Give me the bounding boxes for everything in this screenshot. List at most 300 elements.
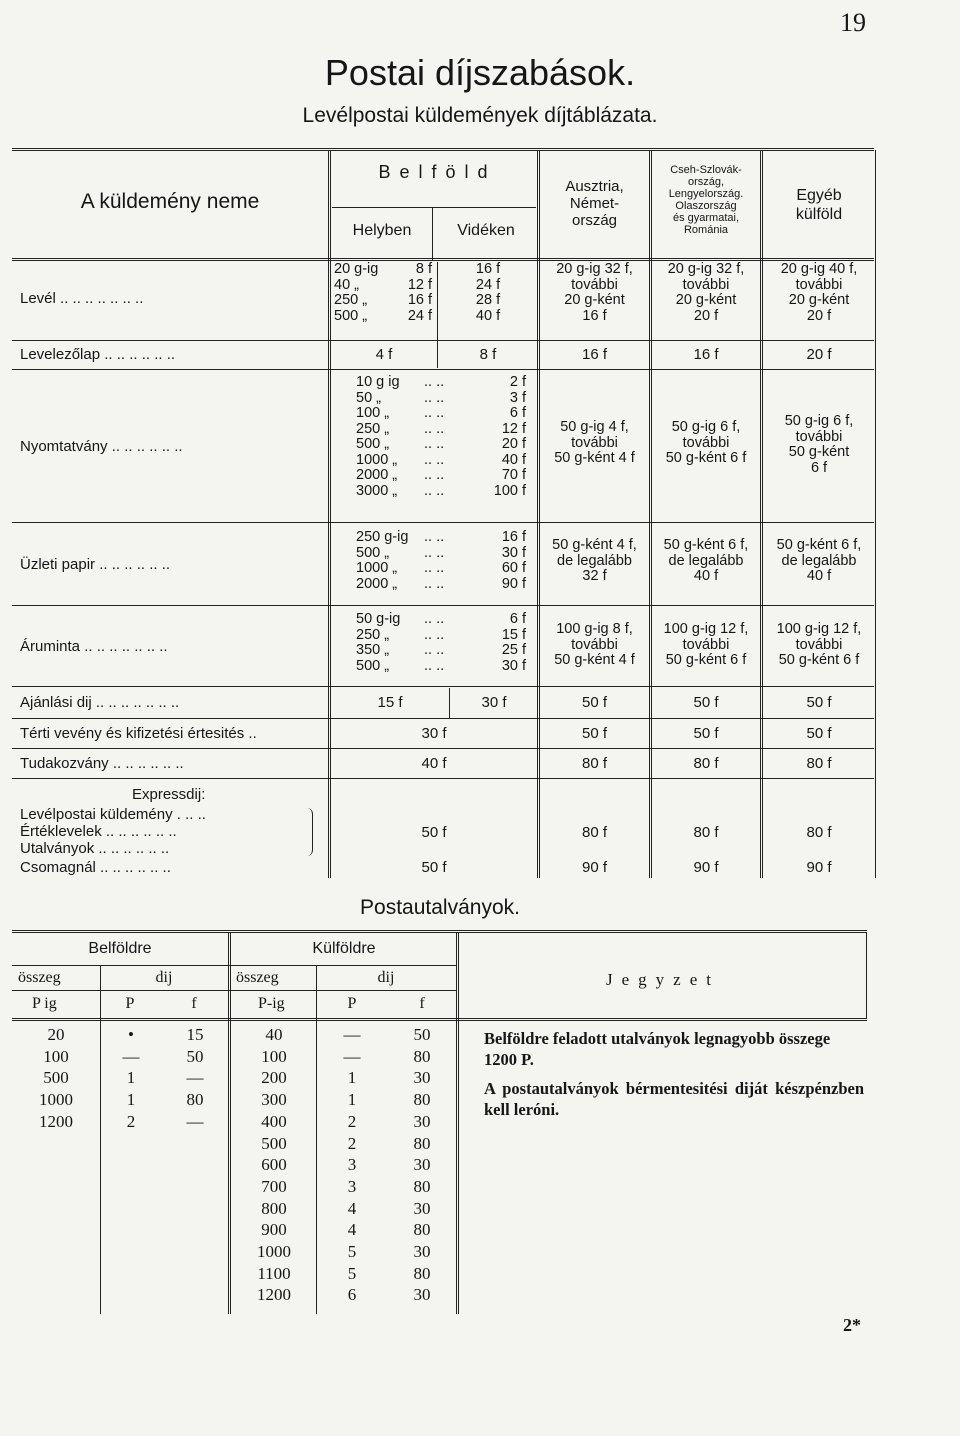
cell-line: 100 g-ig 12 f,	[776, 621, 862, 637]
ajanlasi-cseh: 50 f	[693, 694, 719, 711]
table1-header-border	[12, 258, 874, 261]
fee: 30 f	[501, 544, 526, 561]
row-label-tudakozvany: Tudakozvány .. .. .. .. .. ..	[20, 755, 184, 772]
row-divider	[12, 605, 874, 606]
levelezolap-videken: 8 f	[479, 346, 497, 363]
aruminta-cseh	[652, 622, 760, 669]
weight: 2000 „	[356, 575, 398, 592]
belfoldre-rows	[12, 1024, 228, 1133]
nyomtatvany-belfold	[356, 375, 536, 499]
cell-line: 50 g-ként 6 f	[778, 652, 860, 668]
page-number: 19	[840, 8, 866, 37]
csomag-egyeb: 90 f	[806, 859, 832, 876]
amount: 500	[43, 1068, 69, 1088]
cell-line: 20 f	[693, 307, 719, 324]
table-row	[232, 1024, 456, 1046]
cell-line: 50 g-ig 6 f,	[671, 419, 741, 435]
amount: 200	[261, 1068, 287, 1088]
header-line: ország,	[687, 176, 725, 188]
weight: 2000 „	[356, 467, 398, 483]
level-helyben-line	[334, 293, 432, 309]
cell-line: további	[682, 434, 730, 451]
fee-f: 50	[413, 1025, 431, 1044]
table-row	[232, 1089, 456, 1111]
table-row	[232, 1263, 456, 1285]
dots: .. ..	[424, 467, 445, 483]
amount: 1000	[39, 1090, 73, 1110]
amount: 1000	[257, 1242, 291, 1262]
header-kulfoldre: Külföldre	[312, 940, 376, 957]
cell-line: 50 g-ig 6 f,	[784, 413, 854, 429]
header-videken: Vidéken	[457, 222, 515, 239]
header-line: Német-	[569, 195, 620, 212]
tudakozvany-ausztria: 80 f	[581, 755, 608, 772]
header-osszeg-left: összeg	[18, 969, 61, 986]
col-divider	[437, 262, 438, 368]
table-row	[232, 1046, 456, 1068]
note-bermentesites: A postautalványok bérmentesitési diját készpénzben kell leróni.	[484, 1079, 864, 1119]
fee: 3 f	[509, 389, 526, 406]
col-divider	[537, 150, 540, 878]
tudakozvany-egyeb: 80 f	[806, 755, 832, 772]
row-divider	[12, 718, 874, 719]
table-row	[232, 1067, 456, 1089]
table1-top-border	[12, 148, 874, 151]
row-label-nyomtatvany: Nyomtatvány .. .. .. .. .. ..	[20, 438, 183, 455]
cell-line: további	[795, 636, 843, 653]
header-line: és gyarmatai,	[672, 212, 740, 224]
fee-p: 2	[347, 1133, 357, 1153]
fee: 40 f	[501, 451, 526, 468]
csomag-cseh: 90 f	[693, 859, 719, 876]
weight: 1000 „	[356, 560, 398, 576]
fee-f: 30	[413, 1155, 431, 1175]
rate-line	[356, 659, 536, 675]
rate-line	[356, 391, 536, 407]
csomag-belfold: 50 f	[421, 859, 447, 876]
fee-f: 30	[413, 1198, 431, 1218]
dots: .. ..	[424, 482, 445, 499]
amount: 1200	[257, 1285, 291, 1305]
fee: 40 f	[475, 307, 501, 324]
weight: 250 „	[334, 292, 368, 308]
col-divider	[866, 932, 867, 1018]
header-f-left: f	[191, 995, 197, 1012]
fee: 15 f	[501, 626, 526, 643]
header-egyeb	[763, 186, 875, 224]
fee-p: 1	[126, 1068, 136, 1088]
header-kind: A küldemény neme	[80, 190, 260, 213]
header-ausztria	[541, 178, 648, 229]
fee-f: 80	[413, 1220, 431, 1240]
amount: 100	[261, 1046, 287, 1066]
weight: 50 „	[356, 389, 381, 406]
rate-line	[356, 530, 536, 546]
fee-f: 80	[413, 1046, 431, 1066]
fee: 70 f	[501, 467, 526, 483]
cell-line: 6 f	[810, 459, 828, 476]
fee-p: 5	[347, 1263, 357, 1283]
cell-line: 16 f	[582, 307, 607, 324]
header-line: Egyéb	[796, 187, 842, 204]
expressz-heading: Expressdij:	[132, 786, 206, 803]
header-dij-left: dij	[155, 969, 173, 986]
header-belfold: B e l f ö l d	[378, 162, 490, 182]
row-divider	[12, 778, 874, 779]
fee-f: 30	[413, 1285, 431, 1305]
signature-mark: 2*	[843, 1315, 861, 1335]
dots: .. ..	[424, 389, 445, 406]
row-divider	[12, 522, 874, 523]
table-row	[232, 1198, 456, 1220]
fee-f: —	[186, 1111, 204, 1131]
fee-p: 3	[347, 1155, 357, 1175]
dots: .. ..	[424, 575, 445, 592]
dots: .. ..	[424, 436, 445, 452]
row-divider	[12, 686, 874, 687]
header-p-ig-right: P-ig	[258, 995, 285, 1012]
amount: 1200	[39, 1111, 73, 1131]
ajanlasi-helyben: 15 f	[377, 694, 403, 711]
aruminta-belfold	[356, 612, 536, 674]
col-divider	[228, 932, 231, 1314]
weight: 250 g-ig	[356, 529, 409, 545]
weight: 250 „	[356, 420, 390, 437]
header-cseh	[652, 164, 760, 236]
level-videken	[440, 262, 536, 324]
level-egyeb	[763, 262, 875, 324]
terti-belfold: 30 f	[421, 725, 447, 742]
ajanlasi-ausztria: 50 f	[581, 694, 608, 711]
cell-line: további	[795, 428, 843, 445]
table2-top-border	[12, 930, 867, 933]
fee-f: 80	[413, 1133, 431, 1153]
level-helyben-line	[334, 309, 432, 325]
rate-line	[356, 628, 536, 644]
levelezolap-egyeb: 20 f	[806, 346, 832, 363]
col-divider	[328, 150, 331, 878]
header-osszeg-right: összeg	[236, 969, 279, 986]
table-row	[232, 1176, 456, 1198]
cell-line: 20 g-ig 32 f,	[667, 261, 745, 277]
header-line: Cseh-Szlovák-	[670, 164, 742, 176]
amount: 700	[261, 1176, 287, 1196]
fee: 25 f	[501, 642, 526, 658]
cell-line: további	[571, 434, 618, 451]
amount: 400	[261, 1111, 287, 1131]
amount: 100	[43, 1046, 69, 1066]
expressz-belfold: 50 f	[421, 824, 447, 841]
expressz-ausztria: 80 f	[581, 824, 608, 841]
fee-p: —	[122, 1046, 140, 1066]
level-helyben-line	[334, 262, 432, 278]
aruminta-ausztria	[541, 622, 648, 669]
header-line: ország	[571, 212, 618, 229]
weight: 100 „	[356, 405, 390, 421]
rate-line	[356, 375, 536, 391]
rate-line	[356, 484, 536, 500]
fee: 60 f	[501, 560, 526, 576]
cell-line: 40 f	[693, 568, 719, 584]
weight: 350 „	[356, 642, 390, 658]
levelezolap-ausztria: 16 f	[581, 346, 608, 363]
row-divider	[12, 340, 874, 341]
fee: 8 f	[415, 261, 432, 277]
section-title-postautalvanyok: Postautalványok.	[360, 896, 520, 919]
fee-p: 4	[347, 1220, 357, 1240]
weight: 3000 „	[356, 482, 398, 499]
row-label-aruminta: Áruminta .. .. .. .. .. .. ..	[20, 638, 168, 655]
rate-line	[356, 437, 536, 453]
level-helyben-line	[334, 278, 432, 294]
table-row	[232, 1133, 456, 1155]
fee-p: 5	[347, 1242, 357, 1262]
rate-line	[356, 546, 536, 562]
brace	[304, 808, 313, 856]
cell-line: 50 g-ként 6 f,	[663, 537, 749, 553]
fee-f: —	[186, 1068, 204, 1088]
row-label-uzleti: Üzleti papir .. .. .. .. .. ..	[20, 556, 171, 573]
level-helyben	[334, 262, 432, 324]
table-row	[12, 1024, 228, 1046]
aruminta-egyeb	[763, 622, 875, 669]
fee-f: 80	[186, 1090, 204, 1110]
amount: 600	[261, 1155, 287, 1175]
nyomtatvany-ausztria	[541, 420, 648, 467]
fee: 16 f	[407, 292, 432, 308]
levelezolap-helyben: 4 f	[375, 346, 393, 363]
expressz-cseh: 80 f	[693, 824, 719, 841]
weight: 40 „	[334, 276, 359, 293]
fee-p: 2	[126, 1111, 136, 1131]
dots: .. ..	[424, 451, 445, 468]
cell-line: 20 f	[806, 307, 832, 324]
weight: 50 g-ig	[356, 611, 401, 627]
table-row	[12, 1067, 228, 1089]
fee-p: 1	[347, 1068, 357, 1088]
level-ausztria	[541, 262, 648, 324]
amount: 300	[261, 1090, 287, 1110]
dots: .. ..	[424, 544, 445, 561]
fee-f: 80	[413, 1090, 431, 1110]
header-p-left: P	[125, 995, 135, 1012]
cell-line: további	[682, 276, 730, 293]
cell-line: 100 g-ig 12 f,	[663, 621, 749, 637]
cell-line: további	[571, 276, 618, 293]
dots: .. ..	[424, 529, 445, 545]
terti-egyeb: 50 f	[806, 725, 832, 742]
table-row	[232, 1241, 456, 1263]
kulfoldre-rows	[232, 1024, 456, 1306]
weight: 500 „	[356, 657, 390, 674]
header-dij-right: dij	[377, 969, 395, 986]
col-divider	[100, 966, 101, 1314]
uzleti-ausztria	[541, 538, 648, 585]
dots: .. ..	[424, 626, 445, 643]
table-row	[12, 1089, 228, 1111]
fee: 20 f	[501, 436, 526, 452]
levelezolap-cseh: 16 f	[693, 346, 719, 363]
weight: 20 g-ig	[334, 261, 379, 277]
cell-line: további	[795, 276, 843, 293]
rate-line	[356, 577, 536, 593]
row-divider	[12, 965, 457, 966]
ajanlasi-egyeb: 50 f	[806, 694, 832, 711]
fee-f: 80	[413, 1263, 431, 1283]
cell-line: 20 g-ként	[675, 292, 737, 308]
cell-line: de legalább	[557, 552, 632, 569]
header-line: Románia	[683, 224, 729, 236]
col-divider	[432, 208, 433, 260]
col-divider	[449, 688, 450, 718]
jegyzet-heading: Jegyzet	[606, 970, 720, 989]
fee: 30 f	[501, 657, 526, 674]
weight: 250 „	[356, 626, 390, 643]
cell-line: de legalább	[668, 552, 744, 569]
tudakozvany-cseh: 80 f	[693, 755, 719, 772]
amount: 40	[265, 1025, 283, 1044]
header-line: Lengyelország.	[668, 188, 744, 200]
cell-line: 50 g-ként 6 f	[665, 652, 747, 668]
fee-p: 4	[347, 1198, 357, 1218]
amount: 20	[47, 1025, 65, 1044]
cell-line: 20 g-ig 32 f,	[556, 261, 633, 277]
rate-line	[356, 468, 536, 484]
table-row	[232, 1111, 456, 1133]
cell-line: 50 g-ként 6 f	[665, 450, 747, 466]
rate-line	[356, 612, 536, 628]
weight: 500 „	[334, 307, 368, 324]
header-helyben: Helyben	[352, 222, 412, 239]
fee: 12 f	[501, 420, 526, 437]
header-line: Olaszország	[675, 200, 737, 212]
dots: .. ..	[424, 657, 445, 674]
col-divider	[875, 150, 876, 878]
cell-line: 32 f	[582, 568, 607, 584]
cell-line: további	[571, 636, 618, 653]
header-p-right: P	[347, 995, 357, 1012]
row-divider	[12, 369, 874, 370]
rate-line	[356, 561, 536, 577]
tudakozvany-belfold: 40 f	[421, 755, 447, 772]
csomag-ausztria: 90 f	[581, 859, 608, 876]
ajanlasi-videken: 30 f	[481, 694, 507, 711]
rate-line	[356, 643, 536, 659]
fee: 6 f	[509, 611, 526, 627]
header-f-right: f	[419, 995, 425, 1012]
weight: 500 „	[356, 436, 390, 452]
uzleti-egyeb	[763, 538, 875, 585]
cell-line: 50 g-ként	[788, 444, 850, 460]
cell-line: 100 g-ig 8 f,	[556, 621, 633, 637]
amount: 1100	[257, 1263, 291, 1283]
dots: .. ..	[424, 420, 445, 437]
uzleti-cseh	[652, 538, 760, 585]
cell-line: 20 g-ként	[788, 292, 850, 308]
cell-line: 50 g-ként 4 f	[554, 450, 635, 466]
nyomtatvany-egyeb	[763, 414, 875, 476]
fee: 2 f	[509, 374, 526, 390]
fee-p: 3	[347, 1176, 357, 1196]
cell-line: 20 g-ként	[564, 292, 625, 308]
row-label-levelezolap: Levelezőlap .. .. .. .. .. ..	[20, 346, 176, 363]
expressz-item: Értéklevelek .. .. .. .. .. ..	[20, 823, 177, 840]
nyomtatvany-cseh	[652, 420, 760, 467]
terti-ausztria: 50 f	[581, 725, 608, 742]
dots: .. ..	[424, 374, 445, 390]
fee: 24 f	[475, 276, 501, 293]
expressz-egyeb: 80 f	[806, 824, 832, 841]
cell-line: 50 g-ként 4 f	[554, 652, 635, 668]
cell-line: 50 g-ként 6 f,	[776, 537, 862, 553]
row-label-ajanlasi: Ajánlási dij .. .. .. .. .. .. ..	[20, 694, 180, 711]
header-line: Ausztria,	[565, 178, 624, 195]
rate-line	[356, 453, 536, 469]
header-belfoldre: Belföldre	[88, 940, 152, 957]
fee-f: 30	[413, 1111, 431, 1131]
table2-header-border	[12, 1018, 867, 1021]
cell-line: 50 g-ig 4 f,	[560, 419, 629, 435]
expressz-csomag-label: Csomagnál .. .. .. .. .. ..	[20, 859, 171, 876]
table-row	[232, 1284, 456, 1306]
row-divider	[12, 990, 457, 991]
level-cseh	[652, 262, 760, 324]
fee-p: 6	[347, 1285, 357, 1305]
fee: 16 f	[501, 529, 526, 545]
weight: 500 „	[356, 544, 390, 561]
fee-p: 1	[126, 1090, 136, 1110]
fee-f: 30	[413, 1068, 431, 1088]
fee: 90 f	[501, 575, 526, 592]
amount: 900	[261, 1220, 287, 1240]
fee-f: 50	[186, 1046, 204, 1066]
fee: 6 f	[509, 405, 526, 421]
expressz-item: Levélpostai küldemény . .. ..	[20, 806, 206, 823]
fee-f: 15	[186, 1025, 204, 1044]
row-divider	[332, 207, 536, 208]
fee-p: 2	[347, 1111, 357, 1131]
dots: .. ..	[424, 611, 445, 627]
table-row	[12, 1111, 228, 1133]
fee-p: 1	[347, 1090, 357, 1110]
header-p-ig-left: P ig	[32, 995, 57, 1012]
cell-line: 50 g-ként 4 f,	[552, 537, 637, 553]
header-line: külföld	[795, 206, 843, 223]
fee: 28 f	[475, 292, 501, 308]
fee: 12 f	[407, 276, 432, 293]
table-row	[232, 1219, 456, 1241]
row-label-level: Levél .. .. .. .. .. .. ..	[20, 290, 144, 307]
fee-p: •	[128, 1025, 134, 1044]
terti-cseh: 50 f	[693, 725, 719, 742]
rate-line	[356, 422, 536, 438]
fee-f: 30	[413, 1242, 431, 1262]
dots: .. ..	[424, 405, 445, 421]
page-subtitle: Levélpostai küldemények díjtáblázata.	[302, 104, 658, 127]
expressz-items	[20, 806, 206, 857]
cell-line: 40 f	[806, 568, 832, 584]
row-label-terti: Térti vevény és kifizetési értesités ..	[20, 725, 257, 742]
fee: 24 f	[407, 307, 432, 324]
expressz-item: Utalványok .. .. .. .. .. ..	[20, 840, 170, 857]
cell-line: de legalább	[781, 552, 857, 569]
fee-p: —	[343, 1046, 361, 1066]
amount: 800	[261, 1198, 287, 1218]
fee-p: —	[343, 1025, 361, 1044]
fee-f: 80	[413, 1176, 431, 1196]
table-row	[12, 1046, 228, 1068]
uzleti-belfold	[356, 530, 536, 592]
